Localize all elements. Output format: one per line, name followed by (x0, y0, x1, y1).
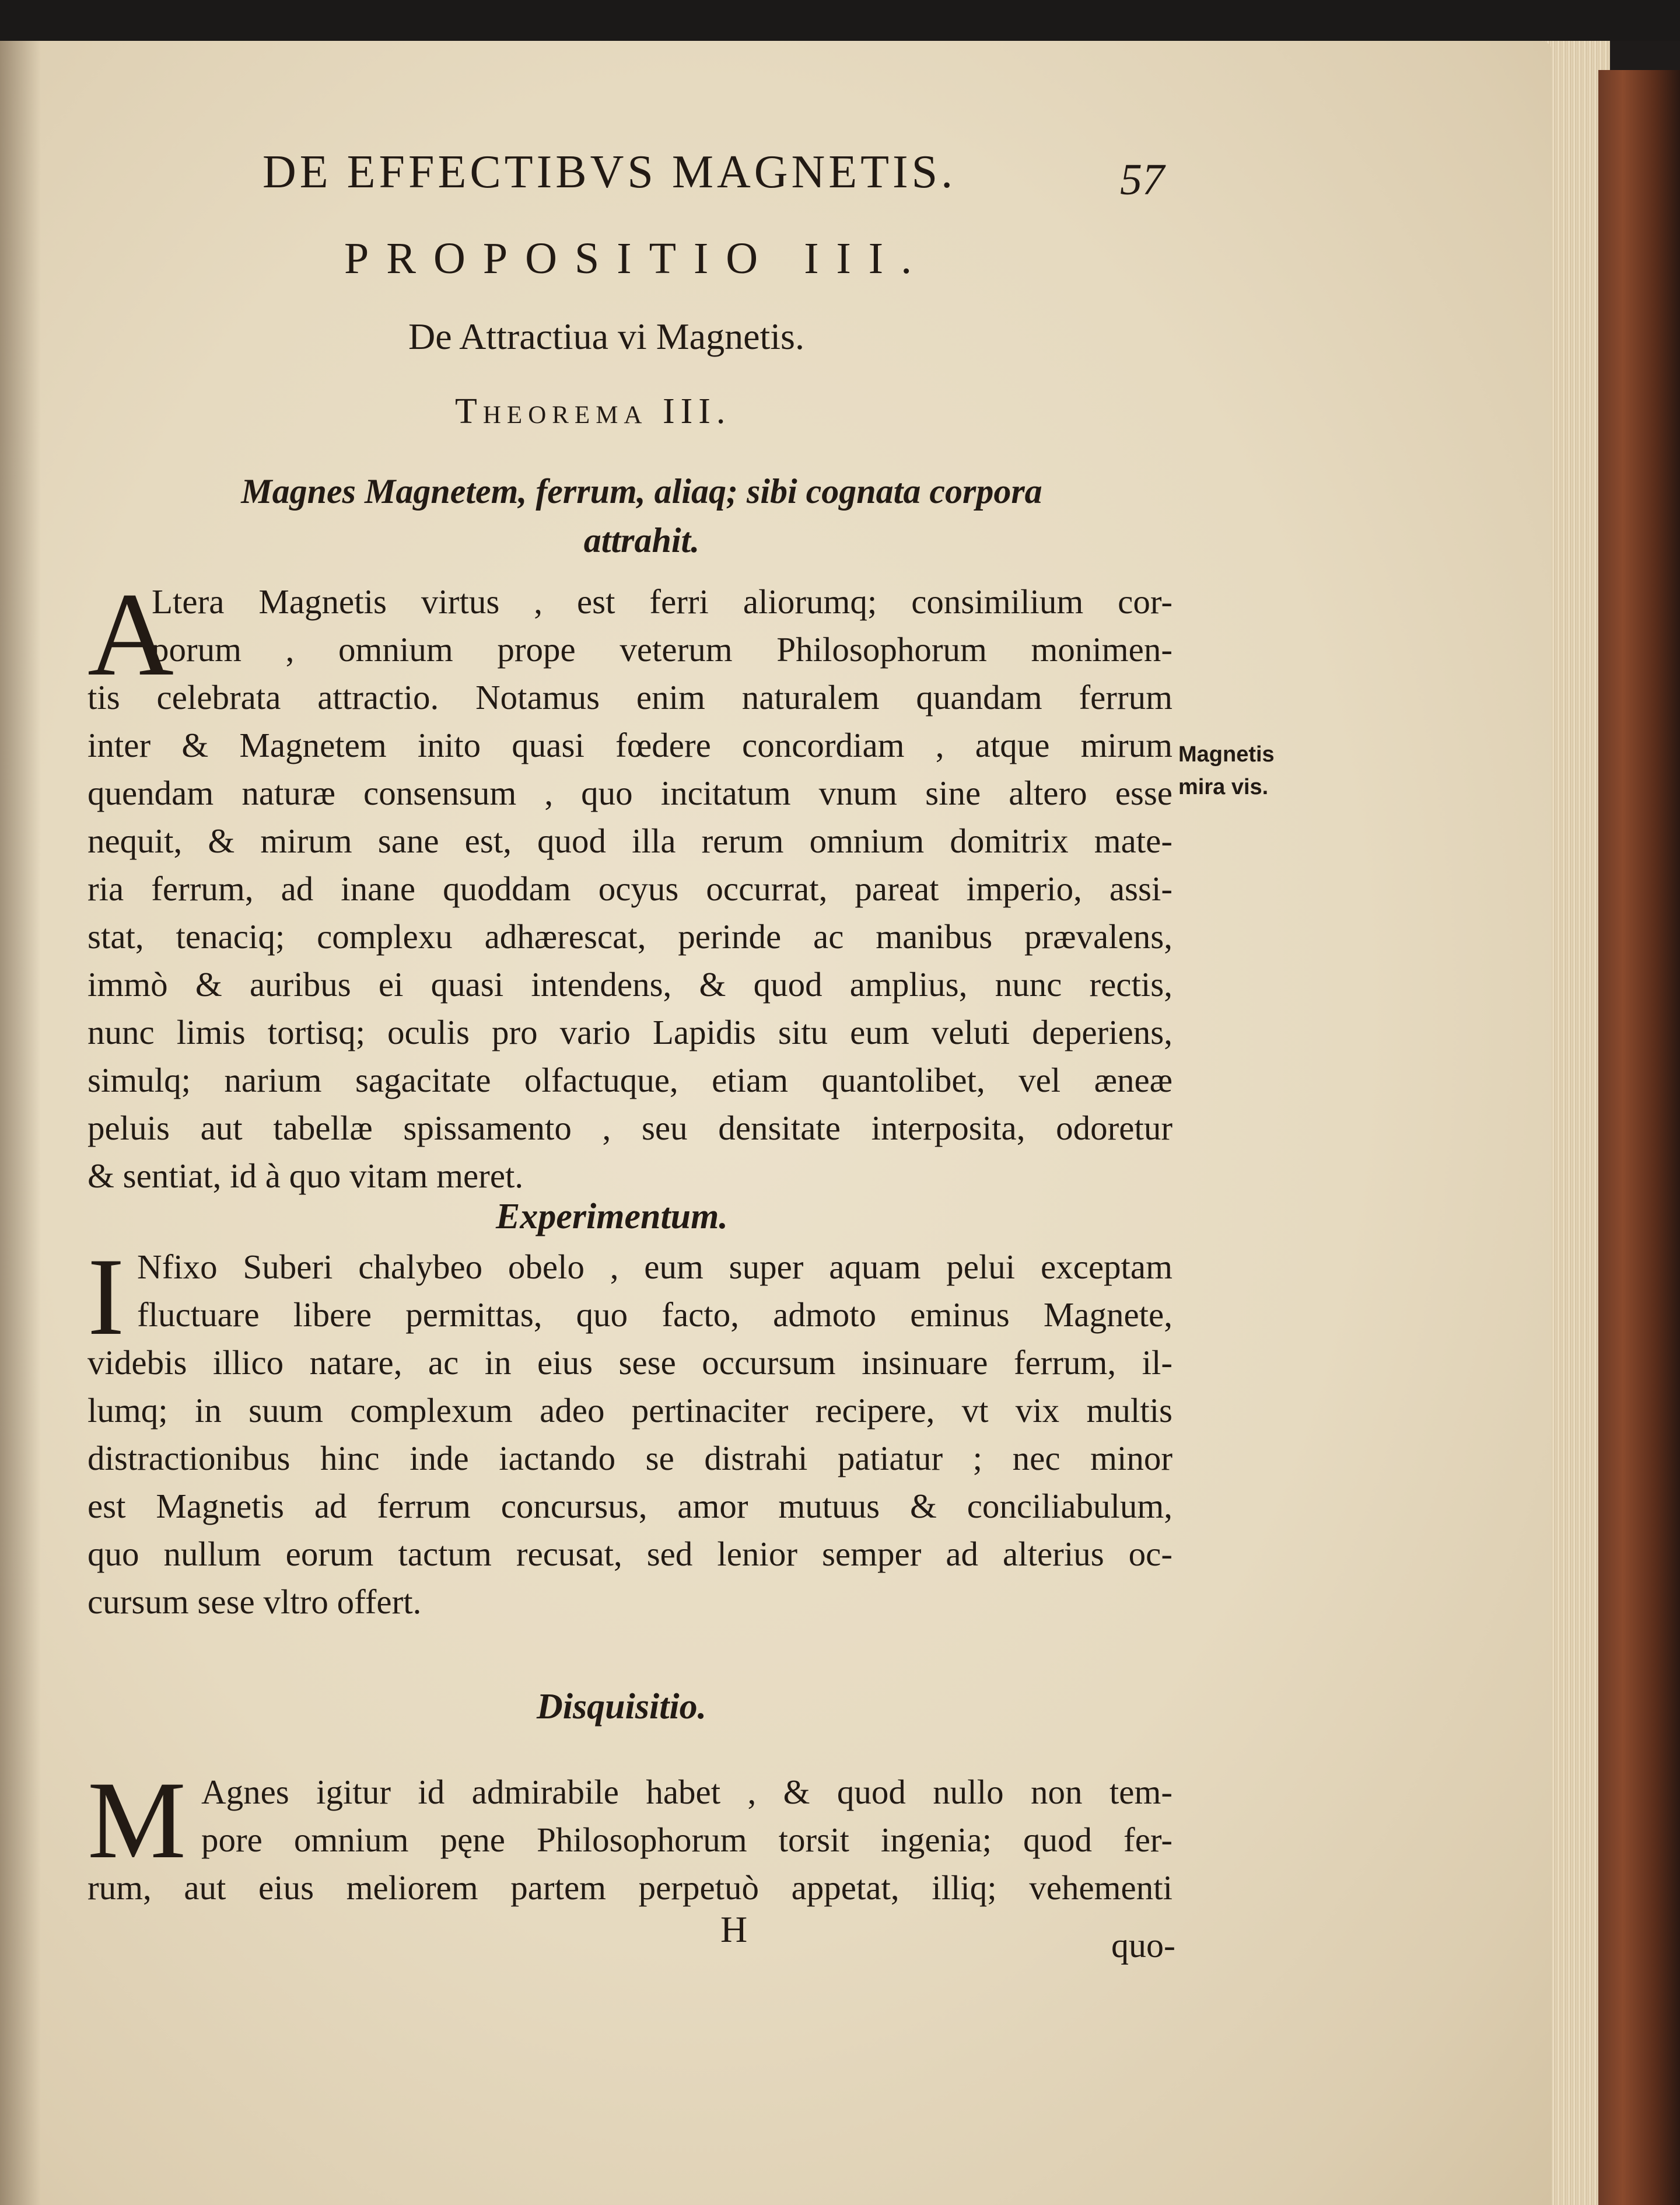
text-line: porum , omnium prope veterum Philosophorum monimen- (152, 630, 1172, 669)
text-line: Agnes igitur id admirabile habet , & quod nullo non tem- (201, 1773, 1172, 1811)
statement-line: attrahit. (583, 521, 700, 560)
text-line: ria ferrum, ad inane quoddam ocyus occurrat, pareat imperio, assi- (88, 869, 1172, 908)
text-line: quendam naturæ consensum , quo incitatum vnum sine altero esse (88, 774, 1172, 812)
text-line: immò & auribus ei quasi intendens, & quod amplius, nunc rectis, (88, 965, 1172, 1004)
text-line: inter & Magnetem inito quasi fœdere concordiam , atque mirum (88, 726, 1172, 764)
marginal-line: Magnetis (1178, 742, 1275, 767)
paragraph-main (88, 578, 1172, 1200)
text-line: Ltera Magnetis virtus , est ferri aliorumq; consimilium cor- (152, 582, 1172, 621)
text-line: fluctuare libere permittas, quo facto, admoto eminus Magnete, (137, 1295, 1172, 1334)
paragraph-disquisition (88, 1768, 1172, 1912)
text-line: pore omnium pęne Philosophorum torsit ingenia; quod fer- (201, 1820, 1172, 1859)
text-line: peluis aut tabellæ spissamento , seu densitate interposita, odoretur (88, 1109, 1172, 1147)
text-line: distractionibus hinc inde iactando se distrahi patiatur ; nec minor (88, 1439, 1172, 1477)
text-line: nunc limis tortisq; oculis pro vario Lapidis situ eum veluti deperiens, (88, 1013, 1172, 1051)
text-line: rum, aut eius meliorem partem perpetuò appetat, illiq; vehementi (88, 1868, 1172, 1907)
text-line: est Magnetis ad ferrum concursus, amor mutuus & conciliabulum, (88, 1487, 1172, 1525)
book-cover-edge (1598, 70, 1680, 2205)
signature-mark: H (720, 1909, 748, 1950)
proposition-title: PROPOSITIO III. (344, 234, 930, 283)
text-line: cursum sese vltro offert. (88, 1582, 422, 1621)
text-line: lumq; in suum complexum adeo pertinaciter recipere, vt vix multis (88, 1391, 1172, 1430)
dropcap-m: M (88, 1759, 186, 1882)
dropcap-a: A (88, 568, 174, 701)
statement-line: Magnes Magnetem, ferrum, aliaq; sibi cognata corpora (241, 472, 1042, 511)
proposition-subtitle: De Attractiua vi Magnetis. (408, 316, 804, 357)
text-line: simulq; narium sagacitate olfactuque, etiam quantolibet, vel æneæ (88, 1061, 1172, 1099)
running-head: DE EFFECTIBVS MAGNETIS. (262, 146, 957, 198)
text-line: videbis illico natare, ac in eius sese occursum insinuare ferrum, il- (88, 1343, 1172, 1382)
theorem-heading: Theorema III. (455, 392, 732, 431)
text-line: & sentiat, id à quo vitam meret. (88, 1156, 524, 1195)
experiment-heading: Experimentum. (496, 1197, 728, 1236)
paragraph-experiment (88, 1236, 1172, 1626)
marginal-note (1178, 738, 1307, 803)
text-line: Nfixo Suberi chalybeo obelo , eum super aquam pelui exceptam (137, 1247, 1172, 1286)
catchword: quo- (1111, 1926, 1175, 1965)
backdrop (0, 0, 1680, 41)
disquisition-heading: Disquisitio. (537, 1687, 707, 1727)
text-line: nequit, & mirum sane est, quod illa rerum omnium domitrix mate- (88, 822, 1172, 860)
text-line: tis celebrata attractio. Notamus enim naturalem quandam ferrum (88, 678, 1172, 717)
text-line: quo nullum eorum tactum recusat, sed lenior semper ad alterius oc- (88, 1535, 1172, 1573)
marginal-line: mira vis. (1178, 775, 1269, 799)
dropcap-i: I (88, 1236, 125, 1358)
text-line: stat, tenaciq; complexu adhærescat, perinde ac manibus prævalens, (88, 917, 1172, 956)
gutter-shadow (0, 41, 41, 2205)
theorem-statement (175, 467, 1108, 565)
page-number: 57 (1120, 155, 1164, 204)
